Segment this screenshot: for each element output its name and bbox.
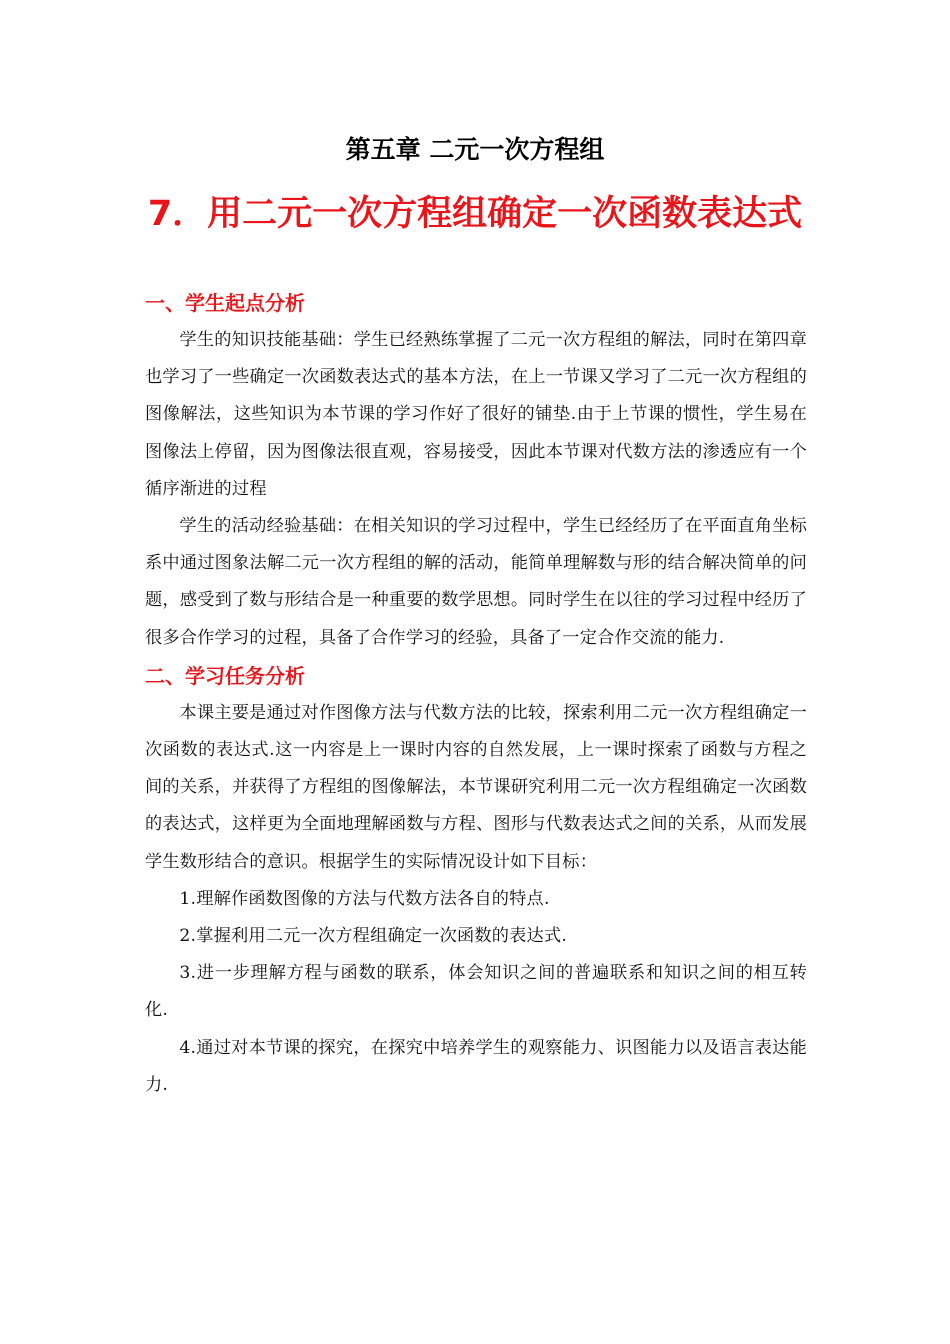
lesson-title: 7．用二元一次方程组确定一次函数表达式 bbox=[147, 194, 803, 234]
document-body bbox=[145, 284, 807, 1104]
section-student-starting-point bbox=[145, 284, 807, 657]
section-heading: 二、学习任务分析 bbox=[145, 663, 305, 688]
goal-item: 2.掌握利用二元一次方程组确定一次函数的表达式. bbox=[179, 926, 567, 947]
section-learning-task-analysis bbox=[145, 657, 807, 1104]
chapter-title: 第五章 二元一次方程组 bbox=[345, 135, 605, 164]
paragraph-task-overview: 本课主要是通过对作图像方法与代数方法的比较，探索利用二元一次方程组确定一次函数的表达式.这一内容是上一课时内容的自然发展，上一课时探索了函数与方程之间的关系，并获得了方程组的图像解法，本节课研究利用二元一次方程组确定一次函数的表达式，这样更为全面地理解函数与方程、图形与代数表达式之间的关系，从而发展学生数形结合的意识。根据学生的实际情况设计如下目标： bbox=[145, 702, 807, 872]
paragraph-activity-basis: 学生的活动经验基础：在相关知识的学习过程中，学生已经经历了在平面直角坐标系中通过图象法解二元一次方程组的解的活动，能简单理解数与形的结合解决简单的问题，感受到了数与形结合是一种重要的数学思想。同时学生在以往的学习过程中经历了很多合作学习的过程，具备了合作学习的经验，具备了一定合作交流的能力. bbox=[145, 516, 807, 648]
paragraph-knowledge-basis: 学生的知识技能基础：学生已经熟练掌握了二元一次方程组的解法，同时在第四章也学习了一些确定一次函数表达式的基本方法，在上一节课又学习了二元一次方程组的图像解法，这些知识为本节课的学习作好了很好的铺垫.由于上节课的惯性，学生易在图像法上停留，因为图像法很直观，容易接受，因此本节课对代数方法的渗透应有一个循序渐进的过程 bbox=[145, 330, 807, 499]
section-heading: 一、学生起点分析 bbox=[145, 291, 305, 315]
goal-item: 4.通过对本节课的探究，在探究中培养学生的观察能力、识图能力以及语言表达能力. bbox=[145, 1037, 807, 1095]
goal-item: 3.进一步理解方程与函数的联系，体会知识之间的普遍联系和知识之间的相互转化. bbox=[145, 963, 807, 1021]
goal-item: 1.理解作函数图像的方法与代数方法各自的特点. bbox=[179, 888, 550, 909]
